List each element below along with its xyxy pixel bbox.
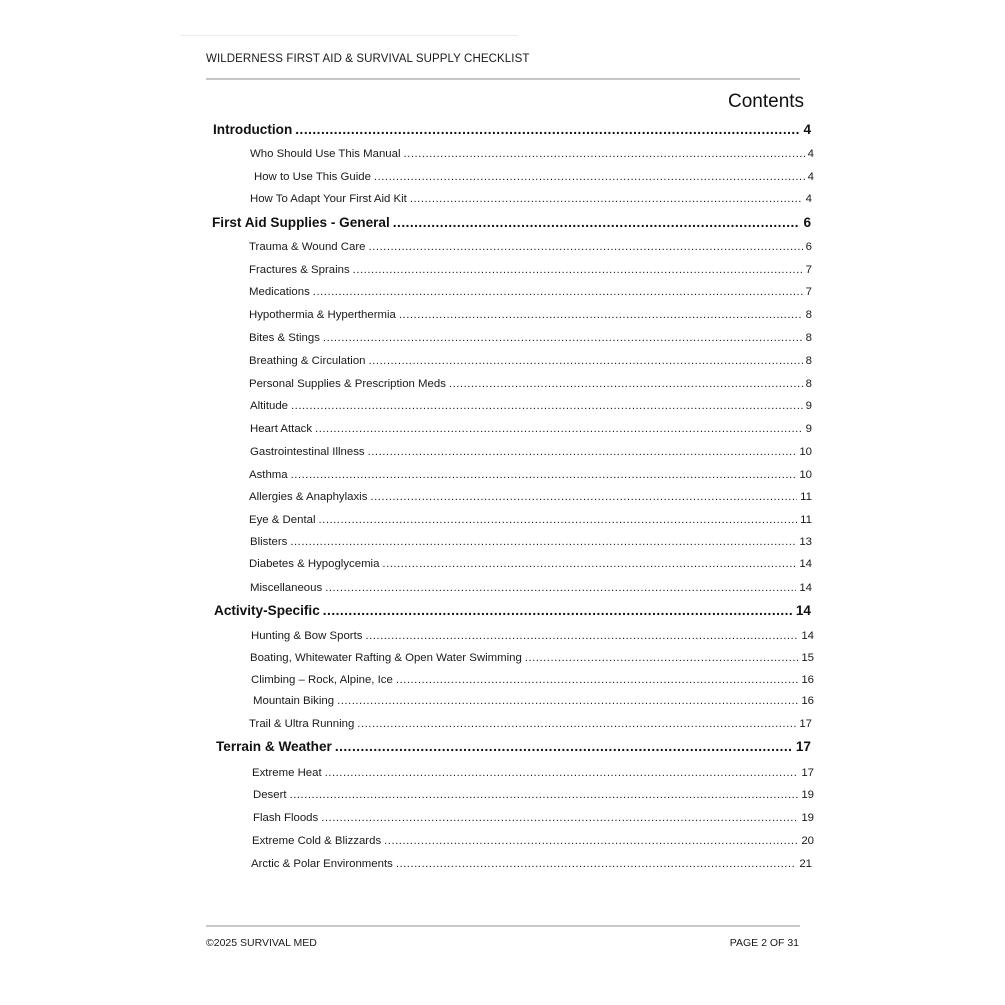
dot-leader: [291, 398, 803, 414]
toc-page-number: 13: [799, 536, 812, 548]
toc-label: Arctic & Polar Environments: [251, 858, 393, 870]
toc-label: Mountain Biking: [253, 695, 335, 707]
toc-label: Miscellaneous: [250, 582, 323, 594]
toc-page-number: 9: [805, 400, 812, 412]
toc-page-number: 17: [795, 739, 811, 754]
dot-leader: [396, 672, 799, 688]
toc-label: Bites & Stings: [249, 332, 320, 344]
toc-page-number: 10: [799, 446, 812, 458]
toc-label: Trauma & Wound Care: [249, 241, 366, 253]
toc-entry[interactable]: [249, 512, 812, 528]
footer-divider: [206, 925, 800, 927]
toc-entry[interactable]: [252, 765, 814, 781]
toc-page-number: 11: [800, 491, 812, 503]
dot-leader: [374, 169, 805, 185]
toc-entry[interactable]: [249, 307, 812, 323]
toc-page-number: 21: [799, 858, 812, 870]
dot-leader: [323, 602, 793, 620]
dot-leader: [325, 580, 796, 596]
toc-label: Boating, Whitewater Rafting & Open Water Swimming: [250, 652, 522, 664]
toc-page-number: 7: [805, 286, 812, 298]
toc-page-number: 14: [795, 603, 811, 618]
toc-entry[interactable]: [249, 353, 812, 369]
toc-label: Blisters: [250, 536, 288, 548]
toc-label: Extreme Heat: [252, 767, 322, 779]
toc-entry[interactable]: [250, 191, 812, 207]
toc-entry[interactable]: [250, 580, 812, 596]
dot-leader: [323, 330, 803, 346]
toc-page-number: 8: [805, 378, 812, 390]
toc-page-number: 8: [805, 332, 812, 344]
dot-leader: [382, 556, 796, 572]
dot-leader: [337, 693, 798, 709]
toc-entry[interactable]: [253, 693, 814, 709]
toc-page-number: 15: [801, 652, 814, 664]
toc-entry[interactable]: [249, 376, 812, 392]
dot-leader: [295, 121, 800, 139]
toc-label: Terrain & Weather: [216, 739, 332, 754]
toc-label: Desert: [253, 789, 287, 801]
toc-page-number: 14: [801, 630, 814, 642]
toc-label: First Aid Supplies - General: [212, 215, 390, 230]
toc-label: Trail & Ultra Running: [249, 718, 355, 730]
toc-page-number: 8: [805, 355, 812, 367]
toc-page-number: 14: [799, 558, 812, 570]
toc-entry[interactable]: [250, 146, 814, 162]
dot-leader: [357, 716, 796, 732]
dot-leader: [525, 650, 799, 666]
toc-entry[interactable]: [249, 262, 812, 278]
toc-section-activity-specific[interactable]: [214, 602, 811, 620]
toc-entry[interactable]: [250, 398, 812, 414]
toc-page-number: 19: [801, 812, 814, 824]
dot-leader: [393, 214, 801, 232]
toc-section-first-aid-supplies[interactable]: [212, 214, 811, 232]
toc-label: Flash Floods: [253, 812, 319, 824]
dot-leader: [369, 239, 803, 255]
toc-entry[interactable]: [254, 169, 814, 185]
toc-label: Hunting & Bow Sports: [251, 630, 363, 642]
toc-label: How to Use This Guide: [254, 171, 371, 183]
toc-label: Diabetes & Hypoglycemia: [249, 558, 380, 570]
dot-leader: [325, 765, 799, 781]
dot-leader: [290, 787, 799, 803]
toc-entry[interactable]: [249, 330, 812, 346]
toc-entry[interactable]: [251, 856, 812, 872]
toc-entry[interactable]: [249, 239, 812, 255]
toc-label: Fractures & Sprains: [249, 264, 350, 276]
toc-page-number: 9: [805, 423, 812, 435]
footer-page-number: PAGE 2 OF 31: [729, 937, 799, 949]
toc-label: Altitude: [250, 400, 288, 412]
toc-page-number: 4: [803, 122, 811, 137]
toc-page-number: 19: [801, 789, 814, 801]
toc-label: Breathing & Circulation: [249, 355, 366, 367]
toc-label: Heart Attack: [250, 423, 313, 435]
dot-leader: [353, 262, 803, 278]
dot-leader: [399, 307, 803, 323]
toc-entry[interactable]: [253, 787, 814, 803]
toc-entry[interactable]: [249, 716, 812, 732]
toc-page-number: 17: [799, 718, 812, 730]
top-divider: [180, 35, 518, 36]
toc-label: Gastrointestinal Illness: [250, 446, 365, 458]
contents-heading: Contents: [728, 91, 805, 112]
dot-leader: [396, 856, 797, 872]
toc-label: Asthma: [249, 469, 288, 481]
toc-page-number: 4: [807, 148, 814, 160]
toc-page-number: 16: [801, 674, 814, 686]
toc-entry[interactable]: [250, 534, 812, 550]
toc-page-number: 14: [799, 582, 812, 594]
toc-entry[interactable]: [251, 672, 814, 688]
toc-label: Introduction: [213, 122, 293, 137]
toc-entry[interactable]: [250, 421, 812, 437]
dot-leader: [384, 833, 798, 849]
toc-page-number: 7: [805, 264, 812, 276]
dot-leader: [403, 146, 804, 162]
toc-entry[interactable]: [249, 489, 812, 505]
toc-label: Who Should Use This Manual: [250, 148, 401, 160]
toc-label: Climbing – Rock, Alpine, Ice: [251, 674, 393, 686]
toc-entry[interactable]: [250, 650, 814, 666]
toc-page-number: 8: [805, 309, 812, 321]
toc-label: Eye & Dental: [249, 514, 316, 526]
toc-page-number: 10: [799, 469, 812, 481]
toc-label: Personal Supplies & Prescription Meds: [249, 378, 446, 390]
footer-copyright: ©2025 SURVIVAL MED: [206, 937, 317, 949]
toc-label: Medications: [249, 286, 310, 298]
dot-leader: [290, 534, 796, 550]
toc-section-terrain-weather[interactable]: [216, 738, 811, 756]
toc-label: Extreme Cold & Blizzards: [252, 835, 382, 847]
toc-page-number: 6: [805, 241, 812, 253]
toc-entry[interactable]: [253, 810, 814, 826]
dot-leader: [449, 376, 803, 392]
toc-page-number: 6: [803, 215, 811, 230]
dot-leader: [335, 738, 793, 756]
toc-entry[interactable]: [250, 444, 812, 460]
toc-page-number: 11: [800, 514, 812, 526]
header-divider: [206, 78, 800, 80]
dot-leader: [410, 191, 803, 207]
document-header-title: WILDERNESS FIRST AID & SURVIVAL SUPPLY CHECKLIST: [206, 53, 530, 65]
toc-entry[interactable]: [249, 284, 812, 300]
dot-leader: [315, 421, 803, 437]
toc-page-number: 20: [801, 835, 814, 847]
toc-page-number: 17: [801, 767, 814, 779]
toc-label: How To Adapt Your First Aid Kit: [250, 193, 407, 205]
toc-entry[interactable]: [249, 467, 812, 483]
dot-leader: [313, 284, 803, 300]
toc-page-number: 4: [805, 193, 812, 205]
dot-leader: [368, 444, 797, 460]
toc-page-number: 16: [801, 695, 814, 707]
dot-leader: [318, 512, 797, 528]
toc-entry[interactable]: [249, 556, 812, 572]
toc-page-number: 4: [807, 171, 814, 183]
dot-leader: [321, 810, 798, 826]
dot-leader: [291, 467, 797, 483]
toc-label: Allergies & Anaphylaxis: [249, 491, 368, 503]
dot-leader: [370, 489, 797, 505]
dot-leader: [365, 628, 798, 644]
toc-entry[interactable]: [252, 833, 814, 849]
toc-label: Activity-Specific: [214, 603, 320, 618]
toc-section-introduction[interactable]: [213, 121, 811, 139]
toc-label: Hypothermia & Hyperthermia: [249, 309, 396, 321]
toc-entry[interactable]: [251, 628, 814, 644]
dot-leader: [369, 353, 803, 369]
